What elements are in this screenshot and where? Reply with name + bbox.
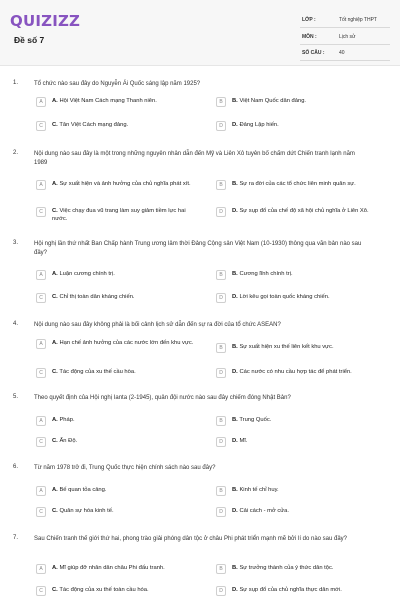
option-b[interactable]: [216, 179, 386, 191]
option-text: Tác động của xu thế toàn cầu hóa.: [59, 587, 149, 593]
question-number: 2.: [13, 150, 19, 156]
option-prefix: C.: [52, 508, 58, 514]
option-letter: D: [216, 586, 226, 596]
meta-row-class: [300, 14, 390, 28]
option-text: Lời kêu gọi toàn quốc kháng chiến.: [239, 294, 330, 300]
option-letter: A: [36, 97, 46, 107]
option-prefix: C.: [52, 438, 58, 444]
option-prefix: D.: [232, 294, 238, 300]
option-text: Mĩ.: [239, 438, 248, 444]
option-c[interactable]: [36, 292, 206, 304]
option-letter: D: [216, 507, 226, 517]
option-text: Mĩ giúp đỡ nhân dân châu Phi đấu tranh.: [59, 565, 165, 571]
option-prefix: B.: [232, 98, 238, 104]
option-letter: B: [216, 180, 226, 190]
option-letter: C: [36, 121, 46, 131]
option-d[interactable]: [216, 206, 386, 218]
option-d[interactable]: [216, 120, 386, 132]
option-text: Ấn Độ.: [59, 438, 78, 444]
option-text: Chỉ thị toàn dân kháng chiến.: [59, 294, 135, 300]
option-text: Trung Quốc.: [239, 417, 272, 423]
question-number: 4.: [13, 321, 19, 327]
option-prefix: A.: [52, 340, 58, 346]
option-prefix: C.: [52, 587, 58, 593]
quizizz-logo: QUIZIZZ: [10, 12, 81, 30]
option-d[interactable]: [216, 292, 386, 304]
option-c[interactable]: [36, 436, 206, 448]
option-prefix: B.: [232, 181, 238, 187]
option-prefix: A.: [52, 487, 58, 493]
option-a[interactable]: [36, 179, 206, 191]
option-prefix: D.: [232, 438, 238, 444]
option-prefix: D.: [232, 508, 238, 514]
option-text: Sự sụp đổ của chế độ xã hội chủ nghĩa ở Liên Xô.: [239, 208, 369, 214]
option-text: Cải cách - mở cửa.: [239, 508, 289, 514]
option-text: Đảng Lập hiến.: [239, 122, 279, 128]
meta-row-subject: [300, 31, 390, 45]
option-prefix: A.: [52, 271, 58, 277]
option-letter: C: [36, 507, 46, 517]
question-text: Từ năm 1978 trở đi, Trung Quốc thực hiện chính sách nào sau đây?: [34, 465, 216, 471]
option-prefix: C.: [52, 208, 58, 214]
question-number: 5.: [13, 394, 19, 400]
option-prefix: A.: [52, 181, 58, 187]
option-letter: D: [216, 368, 226, 378]
option-b[interactable]: [216, 342, 386, 354]
option-prefix: D.: [232, 122, 238, 128]
option-text: Tân Việt Cách mạng đảng.: [59, 122, 129, 128]
option-letter: A: [36, 486, 46, 496]
option-a[interactable]: [36, 415, 206, 427]
option-prefix: B.: [232, 565, 238, 571]
option-text: Pháp.: [59, 417, 75, 423]
meta-label: LỚP :: [302, 17, 316, 23]
option-d[interactable]: [216, 585, 386, 597]
option-b[interactable]: [216, 269, 386, 281]
option-letter: B: [216, 343, 226, 353]
option-text: Sự trưởng thành của ý thức dân tộc.: [239, 565, 334, 571]
question-number: 1.: [13, 80, 19, 86]
option-letter: C: [36, 368, 46, 378]
worksheet-meta: [300, 14, 390, 64]
option-c[interactable]: [36, 585, 206, 597]
question-number: 6.: [13, 464, 19, 470]
option-letter: C: [36, 207, 46, 217]
question-text: Theo quyết định của Hội nghị Ianta (2-1945), quân đội nước nào sau đây chiếm đóng Nhật Bản?: [34, 395, 291, 401]
question-text: Nội dung nào sau đây là một trong những nguyên nhân dẫn đến Mỹ và Liên Xô tuyên bố chấm dứt Chiến tranh lạnh năm 1989: [34, 151, 355, 166]
option-b[interactable]: [216, 485, 386, 497]
option-text: Việt Nam Quốc dân đảng.: [239, 98, 307, 104]
option-prefix: A.: [52, 565, 58, 571]
option-b[interactable]: [216, 563, 386, 575]
meta-value: Lịch sử: [339, 33, 356, 40]
question-text: Tổ chức nào sau đây do Nguyễn Ái Quốc sáng lập năm 1925?: [34, 81, 201, 87]
question-text: Nội dung nào sau đây không phải là bối cảnh lịch sử dẫn đến sự ra đời của tổ chức ASEAN?: [34, 322, 281, 328]
option-prefix: B.: [232, 344, 238, 350]
option-letter: D: [216, 293, 226, 303]
option-c[interactable]: [36, 206, 206, 222]
option-letter: B: [216, 416, 226, 426]
option-d[interactable]: [216, 506, 386, 518]
option-prefix: A.: [52, 98, 58, 104]
worksheet-header: [0, 0, 400, 66]
option-prefix: B.: [232, 487, 238, 493]
option-prefix: C.: [52, 122, 58, 128]
option-prefix: D.: [232, 587, 238, 593]
option-a[interactable]: [36, 96, 206, 108]
option-text: Sự xuất hiện và ảnh hưởng của chủ nghĩa phát xít.: [59, 181, 191, 187]
option-letter: C: [36, 437, 46, 447]
option-text: Quân sự hóa kinh tế.: [59, 508, 114, 514]
option-prefix: B.: [232, 271, 238, 277]
option-d[interactable]: [216, 367, 386, 379]
option-b[interactable]: [216, 415, 386, 427]
option-text: Các nước có nhu cầu hợp tác để phát triển.: [239, 369, 352, 375]
option-prefix: C.: [52, 369, 58, 375]
option-d[interactable]: [216, 436, 386, 448]
option-letter: B: [216, 270, 226, 280]
option-a[interactable]: [36, 338, 206, 350]
option-letter: D: [216, 207, 226, 217]
option-text: Hạn chế ảnh hưởng của các nước lớn đến khu vực.: [59, 340, 194, 346]
option-letter: D: [216, 437, 226, 447]
option-text: Kinh tế chỉ huy.: [239, 487, 279, 493]
option-a[interactable]: [36, 485, 206, 497]
question-text: Hội nghị lần thứ nhất Ban Chấp hành Trung ương lâm thời Đảng Cộng sản Việt Nam (10-1930) thông qua văn bản nào sau đây?: [34, 241, 362, 256]
option-letter: A: [36, 270, 46, 280]
option-prefix: D.: [232, 369, 238, 375]
option-a[interactable]: [36, 269, 206, 281]
option-text: Cương lĩnh chính trị.: [239, 271, 293, 277]
question-number: 7.: [13, 535, 19, 541]
option-letter: A: [36, 564, 46, 574]
option-c[interactable]: [36, 367, 206, 379]
meta-value: Tốt nghiệp THPT: [339, 17, 377, 23]
option-letter: C: [36, 293, 46, 303]
option-prefix: D.: [232, 208, 238, 214]
option-text: Sự ra đời của các tổ chức liên minh quân sự.: [239, 181, 356, 187]
option-letter: B: [216, 97, 226, 107]
option-letter: A: [36, 416, 46, 426]
meta-row-count: [300, 47, 390, 61]
option-text: Tác động của xu thế cầu hòa.: [59, 369, 136, 375]
option-a[interactable]: [36, 563, 206, 575]
question-number: 3.: [13, 240, 19, 246]
page-title: Đề số 7: [14, 35, 45, 45]
option-letter: A: [36, 180, 46, 190]
meta-label: SỐ CÂU :: [302, 50, 325, 56]
option-letter: A: [36, 339, 46, 349]
meta-value: 40: [339, 50, 345, 56]
option-b[interactable]: [216, 96, 386, 108]
option-text: Sự xuất hiện xu thế liên kết khu vực.: [239, 344, 334, 350]
option-letter: B: [216, 564, 226, 574]
option-prefix: B.: [232, 417, 238, 423]
option-letter: B: [216, 486, 226, 496]
option-letter: C: [36, 586, 46, 596]
option-prefix: A.: [52, 417, 58, 423]
option-text: Luận cương chính trị.: [59, 271, 115, 277]
option-prefix: C.: [52, 294, 58, 300]
meta-label: MÔN :: [302, 33, 317, 40]
option-c[interactable]: [36, 120, 206, 132]
option-c[interactable]: [36, 506, 206, 518]
option-text: Bế quan tỏa cảng.: [59, 487, 107, 493]
question-text: Sau Chiến tranh thế giới thứ hai, phong trào giải phóng dân tộc ở châu Phi phát triển mạnh mẽ bởi lí do nào sau đây?: [34, 536, 348, 542]
option-letter: D: [216, 121, 226, 131]
option-text: Hội Việt Nam Cách mạng Thanh niên.: [59, 98, 157, 104]
option-text: Sự sụp đổ của chủ nghĩa thực dân mới.: [239, 587, 342, 593]
option-text: Việc chạy đua vũ trang làm suy giảm tiềm lực hai nước.: [52, 208, 186, 222]
